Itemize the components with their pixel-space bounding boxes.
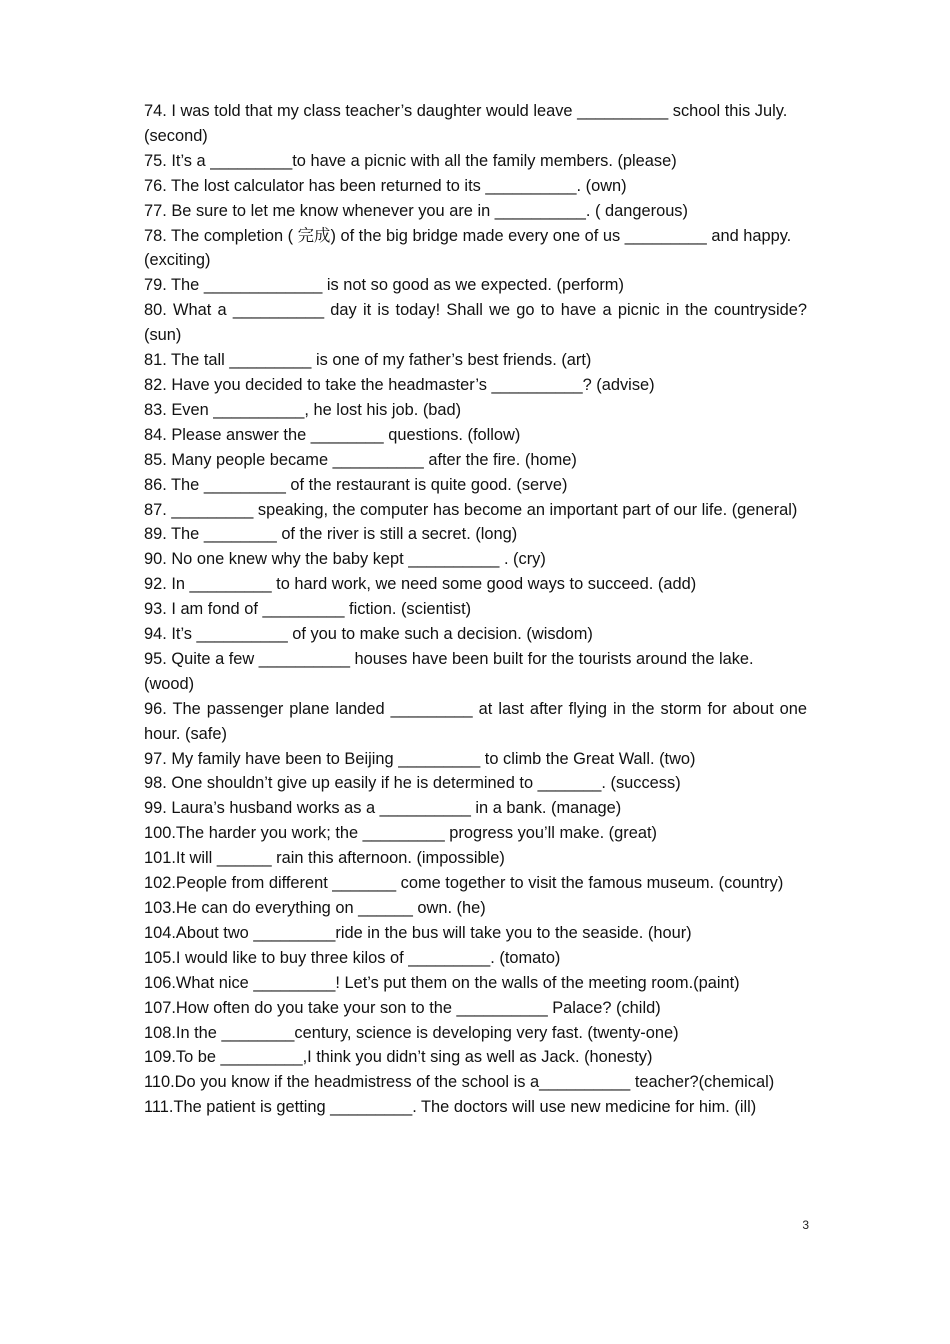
exercise-item-75: 75. It’s a _________to have a picnic with all the family members. (please) bbox=[144, 151, 677, 170]
exercise-item-105: 105.I would like to buy three kilos of _________. (tomato) bbox=[144, 948, 561, 967]
exercise-item-84: 84. Please answer the ________ questions. (follow) bbox=[144, 425, 521, 444]
exercise-item-76: 76. The lost calculator has been returned to its __________. (own) bbox=[144, 176, 627, 195]
exercise-item-90: 90. No one knew why the baby kept __________ . (cry) bbox=[144, 550, 546, 569]
exercise-item-78: 78. The completion ( 完成) of the big bridge made every one of us _________ and happy. (exciting) bbox=[144, 226, 792, 270]
exercise-item-95: 95. Quite a few __________ houses have been built for the tourists around the lake. (wood) bbox=[144, 649, 754, 693]
exercise-item-85: 85. Many people became __________ after the fire. (home) bbox=[144, 450, 577, 469]
exercise-item-97: 97. My family have been to Beijing _________ to climb the Great Wall. (two) bbox=[144, 749, 696, 768]
exercise-item-81: 81. The tall _________ is one of my father’s best friends. (art) bbox=[144, 351, 592, 370]
exercise-item-89: 89. The ________ of the river is still a secret. (long) bbox=[144, 525, 518, 544]
exercise-item-98: 98. One shouldn’t give up easily if he is determined to _______. (success) bbox=[144, 774, 681, 793]
exercise-item-92: 92. In _________ to hard work, we need some good ways to succeed. (add) bbox=[144, 575, 697, 594]
exercise-item-111: 111.The patient is getting _________. The doctors will use new medicine for him. (ill) bbox=[144, 1098, 757, 1117]
exercise-item-77: 77. Be sure to let me know whenever you are in __________. ( dangerous) bbox=[144, 201, 688, 220]
exercise-item-74: 74. I was told that my class teacher’s daughter would leave __________ school this July. (second) bbox=[144, 102, 788, 145]
exercise-item-104: 104.About two _________ride in the bus will take you to the seaside. (hour) bbox=[144, 923, 692, 942]
exercise-item-110: 110.Do you know if the headmistress of the school is a__________ teacher?(chemical) bbox=[144, 1073, 775, 1092]
exercise-item-83: 83. Even __________, he lost his job. (bad) bbox=[144, 400, 462, 419]
exercise-list bbox=[144, 99, 807, 1120]
exercise-item-108: 108.In the ________century, science is developing very fast. (twenty-one) bbox=[144, 1023, 679, 1042]
exercise-item-99: 99. Laura’s husband works as a __________ in a bank. (manage) bbox=[144, 799, 622, 818]
exercise-item-94: 94. It’s __________ of you to make such a decision. (wisdom) bbox=[144, 625, 593, 644]
exercise-item-86: 86. The _________ of the restaurant is quite good. (serve) bbox=[144, 475, 568, 494]
exercise-item-79: 79. The _____________ is not so good as we expected. (perform) bbox=[144, 276, 624, 295]
exercise-item-80: 80. What a __________ day it is today! Shall we go to have a picnic in the countryside? (sun) bbox=[144, 301, 807, 345]
exercise-item-107: 107.How often do you take your son to the __________ Palace? (child) bbox=[144, 998, 661, 1017]
exercise-item-100: 100.The harder you work; the _________ progress you’ll make. (great) bbox=[144, 824, 657, 843]
exercise-item-82: 82. Have you decided to take the headmaster’s __________? (advise) bbox=[144, 375, 655, 394]
exercise-item-103: 103.He can do everything on ______ own. (he) bbox=[144, 899, 486, 917]
exercise-item-106: 106.What nice _________! Let’s put them on the walls of the meeting room.(paint) bbox=[144, 973, 740, 992]
exercise-item-101: 101.It will ______ rain this afternoon. (impossible) bbox=[144, 849, 505, 868]
exercise-item-96: 96. The passenger plane landed _________ at last after flying in the storm for about one hour. (safe) bbox=[144, 699, 807, 743]
exercise-item-93: 93. I am fond of _________ fiction. (scientist) bbox=[144, 600, 472, 619]
exercise-item-87: 87. _________ speaking, the computer has become an important part of our life. (general) bbox=[144, 500, 798, 519]
page-number: 3 bbox=[802, 1218, 809, 1232]
exercise-item-109: 109.To be _________,I think you didn’t sing as well as Jack. (honesty) bbox=[144, 1048, 653, 1067]
exercise-item-102: 102.People from different _______ come together to visit the famous museum. (country) bbox=[144, 874, 784, 893]
